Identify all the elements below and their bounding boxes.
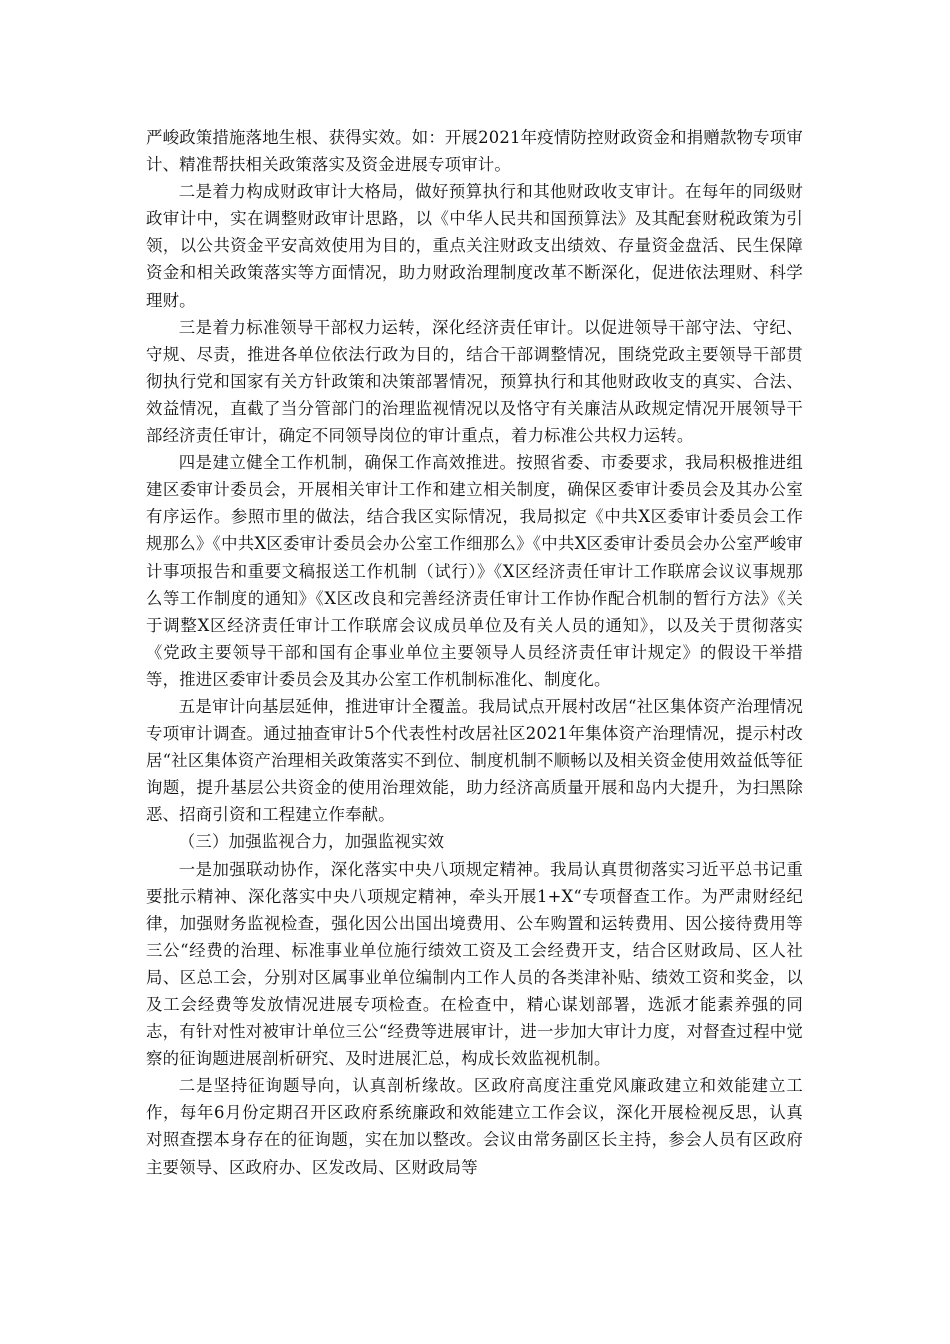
paragraph-coordination: 一是加强联动协作，深化落实中央八项规定精神。我局认真贯彻落实习近平总书记重要批示精神、深化落实中央八项规定精神，牵头开展1+X“专项督查工作。为严肃财经纪律，加强财务监视检查，强化因公出国出境费用、公车购置和运转费用、因公接待费用等三公“经费的治理、标准事业单位施行绩效工资及工会经费开支，结合区财政局、区人社局、区总工会，分别对区属事业单位编制内工作人员的各类津补贴、绩效工资和奖金，以及工会经费等发放情况进展专项检查。在检查中，精心谋划部署，选派才能素养强的同志，有针对性对被审计单位三公“经费等进展审计，进一步加大审计力度，对督查过程中觉察的征询题进展剖析研究、及时进展汇总，构成长效监视机制。 [146,859,803,1069]
section-heading: （三）加强监视合力，加强监视实效 [178,832,445,852]
document-body [146,124,803,1181]
paragraph-economic-responsibility-audit: 三是着力标准领导干部权力运转，深化经济责任审计。以促进领导干部守法、守纪、守规、尽责，推进各单位依法行政为目的，结合干部调整情况，围绕党政主要领导干部贯彻执行党和国家有关方针政策和决策部署情况，预算执行和其他财政收支的真实、合法、效益情况，直截了当分管部门的治理监视情况以及恪守有关廉洁从政规定情况开展领导干部经济责任审计，确定不同领导岗位的审计重点，着力标准公共权力运转。 [146,317,803,446]
paragraph-work-mechanism: 四是建立健全工作机制，确保工作高效推进。按照省委、市委要求，我局积极推进组建区委审计委员会，开展相关审计工作和建立相关制度，确保区委审计委员会及其办公室有序运作。参照市里的做法，结合我区实际情况，我局拟定《中共X区委审计委员会工作规那么》《中共X区委审计委员会办公室工作细那么》《中共X区委审计委员会办公室严峻审计事项报告和重要文稿报送工作机制（试行）》《X区经济责任审计工作联席会议议事规那么等工作制度的通知》《X区改良和完善经济责任审计工作协作配合机制的暂行方法》《关于调整X区经济责任审计工作联席会议成员单位及有关人员的通知》，以及关于贯彻落实《党政主要领导干部和国有企事业单位主要领导人员经济责任审计规定》的假设干举措等，推进区委审计委员会及其办公室工作机制标准化、制度化。 [146,453,803,689]
paragraph-problem-orientation: 二是坚持征询题导向，认真剖析缘故。区政府高度注重党风廉政建立和效能建立工作，每年6月份定期召开区政府系统廉政和效能建立工作会议，深化开展检视反思，认真对照查摆本身存在的征询题，实在加以整改。会议由常务副区长主持，参会人员有区政府主要领导、区政府办、区发改局、区财政局等 [146,1076,803,1177]
paragraph-grassroots-audit: 五是审计向基层延伸，推进审计全覆盖。我局试点开展村改居“社区集体资产治理情况专项审计调查。通过抽查审计5个代表性村改居社区2021年集体资产治理情况，提示村改居“社区集体资产治理相关政策落实不到位、制度机制不顺畅以及相关资金使用效益低等征询题，提升基层公共资金的使用治理效能，助力经济高质量开展和岛内大提升，为扫黑除恶、招商引资和工程建立作奉献。 [146,696,803,825]
paragraph-budget-audit: 二是着力构成财政审计大格局，做好预算执行和其他财政收支审计。在每年的同级财政审计中，实在调整财政审计思路，以《中华人民共和国预算法》及其配套财税政策为引领，以公共资金平安高效使用为目的，重点关注财政支出绩效、存量资金盘活、民生保障资金和相关政策落实等方面情况，助力财政治理制度改革不断深化，促进依法理财、科学理财。 [146,182,803,310]
paragraph-continuation: 严峻政策措施落地生根、获得实效。如：开展2021年疫情防控财政资金和捐赠款物专项审计、精准帮扶相关政策落实及资金进展专项审计。 [146,128,803,175]
